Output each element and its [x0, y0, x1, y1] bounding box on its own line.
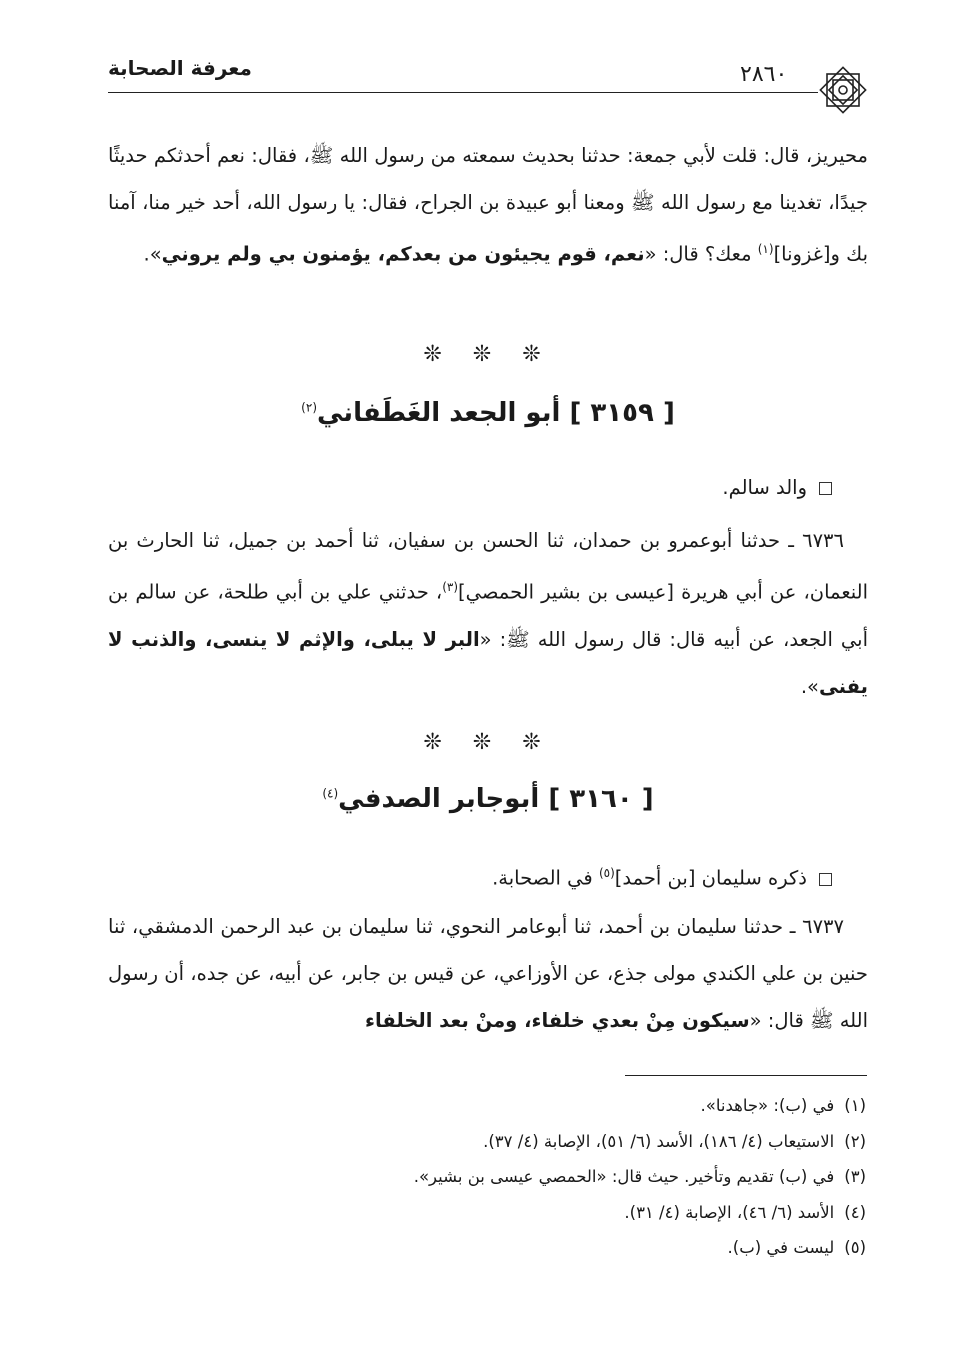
paragraph-text: محيريز، قال: قلت لأبي جمعة: حدثنا بحديث سمعته من رسول الله ﷺ، فقال: نعم أحدثكم حديثًا جيدًا، تغدينا مع رسول الله ﷺ ومعنا أبو عبيدة بن الجراح، فقال: يا رسول الله، أحد خير منا، آمنا بك و[غزونا]	[108, 144, 868, 266]
header-rule	[108, 92, 818, 93]
hadith-text: نعم، قوم يجيئون من بعدكم، يؤمنون بي ولم يروني	[161, 242, 645, 266]
footnote-item	[108, 1195, 866, 1231]
separator-stars: ❊ ❊ ❊	[423, 342, 553, 367]
footnote-item	[108, 1230, 866, 1266]
paragraph-hadith-6736	[108, 517, 868, 710]
footnote-item	[108, 1088, 866, 1124]
ornament-icon	[815, 62, 871, 118]
footnote-number: (٢)	[844, 1131, 866, 1151]
entry-note-text: في الصحابة.	[492, 866, 599, 890]
entry-title: [ ٣١٥٩ ] أبو الجعد الغَطَفاني	[317, 398, 675, 428]
entry-note	[108, 853, 832, 899]
paragraph-text: ».	[800, 674, 819, 698]
page-number: ٢٨٦٠	[740, 62, 788, 87]
footnote-text: الاستيعاب (٤/ ١٨٦)، الأسد (٦/ ٥١)، الإصابة (٤/ ٣٧).	[483, 1131, 835, 1151]
entry-note	[108, 468, 832, 508]
entry-heading	[108, 784, 868, 814]
footnotes-list	[108, 1088, 866, 1266]
square-bullet-icon	[819, 873, 832, 886]
paragraph-text: ».	[143, 242, 162, 266]
footnote-ref[interactable]: (٥)	[598, 866, 615, 880]
footnote-text: في (ب) تقديم وتأخير. حيث قال: «الحمصي عيسى بن بشير».	[413, 1167, 835, 1186]
footnote-text: الأسد (٦/ ٤٦)، الإصابة (٤/ ٣١).	[624, 1202, 835, 1222]
footnote-number: (٤)	[844, 1202, 866, 1222]
footnote-text: في (ب): «جاهدنا».	[700, 1096, 835, 1115]
hadith-text: سيكون مِنْ بعدي خلفاء، ومنْ بعد الخلفاء	[365, 1009, 750, 1032]
footnote-ref[interactable]: (٣)	[442, 580, 459, 594]
paragraph-text: معك؟ قال: «	[644, 242, 758, 266]
entry-heading	[108, 398, 868, 428]
footnote-number: (٣)	[844, 1167, 866, 1186]
hadith-text: البر لا يبلى، والإثم لا ينسى، والذنب لا يفنى	[108, 627, 868, 698]
entry-note-text: ذكره سليمان [بن أحمد]	[614, 866, 807, 890]
paragraph-text: ٦٧٣٦ ـ حدثنا أبوعمرو بن حمدان، ثنا الحسن بن سفيان، ثنا أحمد بن جميل، ثنا الحارث بن النعمان، عن أبي هريرة [عيسى بن بشير الحمصي]	[108, 529, 868, 604]
footnote-ref[interactable]: (٢)	[301, 400, 317, 415]
footnote-rule	[625, 1075, 867, 1076]
paragraph-hadith-6737	[108, 903, 868, 1044]
entry-note-text: والد سالم.	[722, 476, 807, 499]
square-bullet-icon	[819, 482, 832, 495]
footnote-item	[108, 1124, 866, 1160]
footnote-text: ليست في (ب).	[727, 1238, 835, 1257]
paragraph-text: ، حدثني علي بن أبي طلحة، عن سالم بن أبي الجعد، عن أبيه قال: قال رسول الله ﷺ: «	[108, 580, 868, 651]
footnote-number: (١)	[844, 1096, 866, 1115]
separator-stars: ❊ ❊ ❊	[423, 730, 553, 755]
footnote-number: (٥)	[844, 1238, 866, 1257]
footnote-ref[interactable]: (٤)	[322, 786, 339, 801]
entry-title: [ ٣١٦٠ ] أبوجابر الصدفي	[338, 784, 654, 814]
running-title: معرفة الصحابة	[108, 56, 252, 80]
footnote-item	[108, 1159, 866, 1195]
footnote-ref[interactable]: (١)	[757, 242, 774, 256]
paragraph-text: ٦٧٣٧ ـ حدثنا سليمان بن أحمد، ثنا أبوعامر النحوي، ثنا سليمان بن عبد الرحمن الدمشقي، ثنا حنين بن علي الكندي مولى جذع، عن الأوزاعي، عن قيس بن جابر، عن أبيه، عن جده، أن رسول الله ﷺ قال: «	[108, 915, 868, 1032]
paragraph-hadith-continuation	[108, 132, 868, 278]
